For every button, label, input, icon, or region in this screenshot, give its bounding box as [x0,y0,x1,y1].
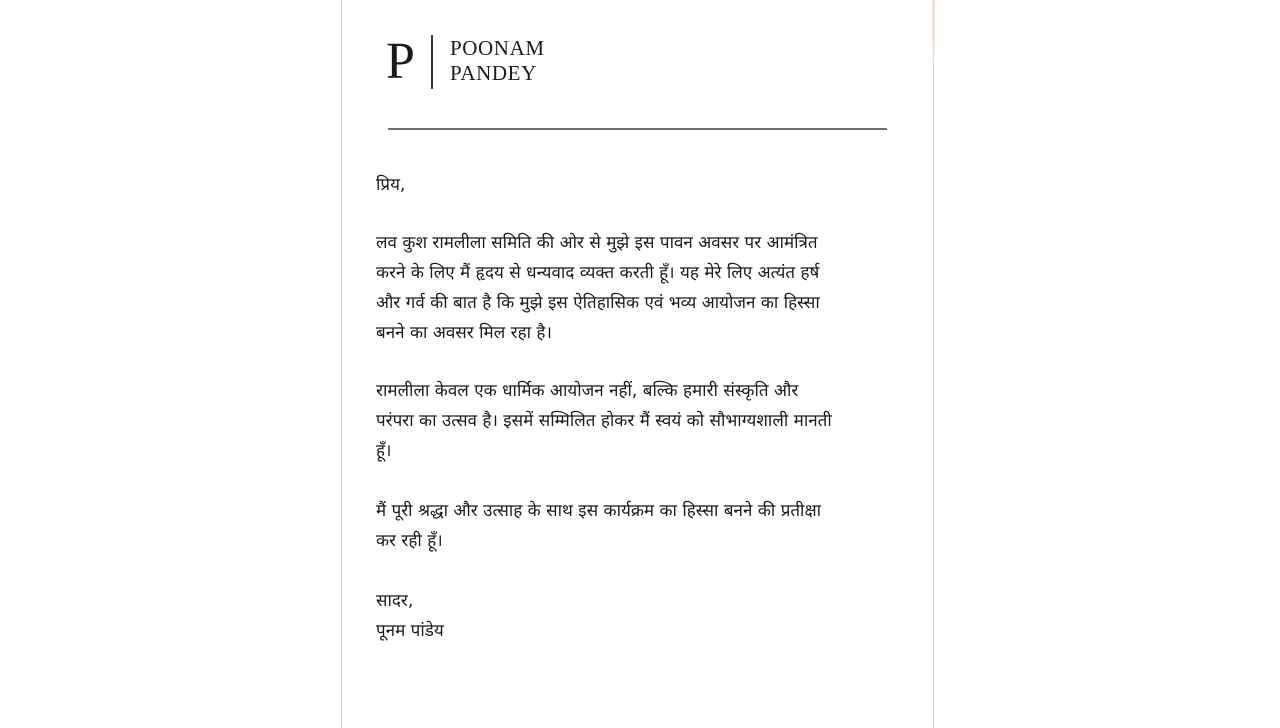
letterhead-name-last: PANDEY [450,61,537,85]
letterhead-name [450,36,545,86]
signature-text: पूनम पांडेय [376,621,444,641]
letterhead-name-first: POONAM [450,36,545,60]
paragraph-line: बनने का अवसर मिल रहा है। [376,323,552,343]
letter-closing-block [376,586,444,646]
paragraph-line: करने के लिए मैं हृदय से धन्यवाद व्यक्त करती हूँ। यह मेरे लिए अत्यंत हर्ष [376,263,820,283]
closing-text: सादर, [376,591,414,611]
page-edge-tint [932,0,935,62]
paragraph-line: लव कुश रामलीला समिति की ओर से मुझे इस पावन अवसर पर आमंत्रित [376,233,818,253]
paragraph-line: और गर्व की बात है कि मुझे इस ऐतिहासिक एवं भव्य आयोजन का हिस्सा [376,293,820,313]
header-divider-rule [388,128,887,130]
salutation-text: प्रिय, [376,175,406,195]
paragraph-line: कर रही हूँ। [376,531,443,551]
letterhead-monogram: P [386,33,415,90]
paragraph-line: हूँ। [376,441,392,461]
letter-paragraph-3 [376,496,821,556]
letterhead-divider [431,35,433,89]
paragraph-line: मैं पूरी श्रद्धा और उत्साह के साथ इस कार्यक्रम का हिस्सा बनने की प्रतीक्षा [376,501,822,521]
paragraph-line: रामलीला केवल एक धार्मिक आयोजन नहीं, बल्कि हमारी संस्कृति और [376,381,799,401]
paragraph-line: परंपरा का उत्सव है। इसमें सम्मिलित होकर मैं स्वयं को सौभाग्यशाली मानती [376,411,832,431]
letter-paragraph-2 [376,376,832,466]
letter-salutation [376,170,405,200]
letter-paragraph-1 [376,228,820,348]
